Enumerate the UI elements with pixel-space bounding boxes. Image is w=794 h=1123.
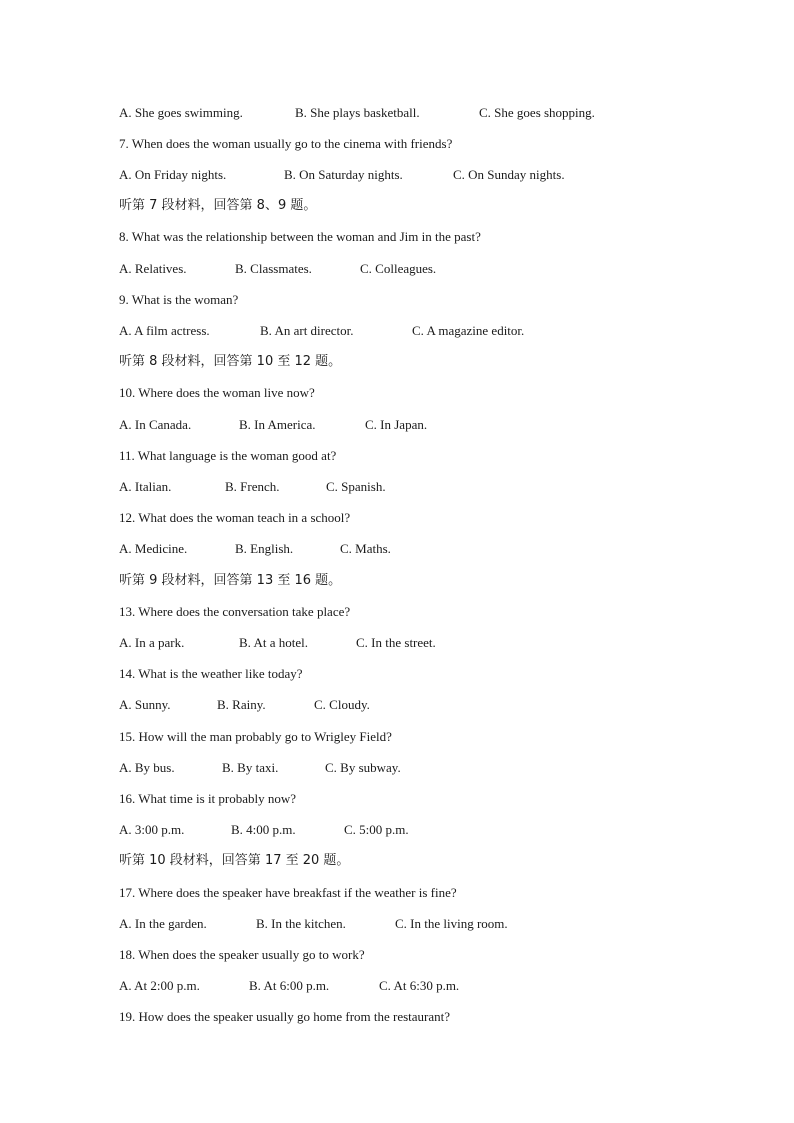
answer-option: C. On Sunday nights. (453, 167, 565, 182)
answer-option: C. She goes shopping. (479, 105, 595, 120)
answer-option: C. Cloudy. (314, 697, 370, 712)
answer-option: C. In the living room. (395, 916, 508, 931)
answer-option: C. By subway. (325, 760, 401, 775)
answer-option: A. In the garden. (119, 916, 207, 931)
answer-option: C. In Japan. (365, 417, 428, 432)
section-instruction: 听第 9 段材料，回答第 13 至 16 题。 (119, 573, 342, 588)
answer-option: B. She plays basketball. (295, 105, 420, 120)
answer-option: A. 3:00 p.m. (119, 822, 185, 837)
answer-option: A. By bus. (119, 760, 175, 775)
question-text: 15. How will the man probably go to Wrigley Field? (119, 729, 392, 744)
question-text: 9. What is the woman? (119, 292, 239, 307)
answer-option: A. At 2:00 p.m. (119, 978, 200, 993)
answer-option: A. Italian. (119, 479, 172, 494)
answer-option: A. In Canada. (119, 417, 192, 432)
answer-option: C. In the street. (356, 635, 436, 650)
answer-option: B. At a hotel. (239, 635, 308, 650)
answer-option: B. By taxi. (222, 760, 279, 775)
answer-option: B. In the kitchen. (256, 916, 346, 931)
question-text: 10. Where does the woman live now? (119, 385, 315, 400)
question-text: 8. What was the relationship between the woman and Jim in the past? (119, 229, 481, 244)
answer-option: A. Relatives. (119, 261, 187, 276)
answer-option: B. French. (225, 479, 280, 494)
question-text: 11. What language is the woman good at? (119, 448, 337, 463)
question-text: 18. When does the speaker usually go to work? (119, 947, 365, 962)
answer-option: B. English. (235, 541, 294, 556)
answer-option: B. An art director. (260, 323, 354, 338)
question-text: 12. What does the woman teach in a school? (119, 510, 351, 525)
answer-option: A. On Friday nights. (119, 167, 227, 182)
question-text: 16. What time is it probably now? (119, 791, 297, 806)
answer-option: A. A film actress. (119, 323, 210, 338)
answer-option: A. Medicine. (119, 541, 188, 556)
answer-option: C. Spanish. (326, 479, 386, 494)
answer-option: A. She goes swimming. (119, 105, 243, 120)
question-text: 14. What is the weather like today? (119, 666, 303, 681)
question-text: 17. Where does the speaker have breakfast if the weather is fine? (119, 885, 457, 900)
question-text: 19. How does the speaker usually go home from the restaurant? (119, 1009, 451, 1024)
answer-option: B. 4:00 p.m. (231, 822, 296, 837)
section-instruction: 听第 10 段材料，回答第 17 至 20 题。 (119, 853, 350, 868)
section-instruction: 听第 7 段材料，回答第 8、9 题。 (119, 198, 317, 213)
answer-option: B. At 6:00 p.m. (249, 978, 330, 993)
question-text: 13. Where does the conversation take place? (119, 604, 351, 619)
answer-option: A. In a park. (119, 635, 185, 650)
question-text: 7. When does the woman usually go to the cinema with friends? (119, 136, 453, 151)
answer-option: C. 5:00 p.m. (344, 822, 409, 837)
section-instruction: 听第 8 段材料，回答第 10 至 12 题。 (119, 354, 342, 369)
answer-option: C. Colleagues. (360, 261, 437, 276)
answer-option: B. On Saturday nights. (284, 167, 403, 182)
answer-option: C. A magazine editor. (412, 323, 525, 338)
answer-option: A. Sunny. (119, 697, 171, 712)
answer-option: B. In America. (239, 417, 316, 432)
answer-option: B. Rainy. (217, 697, 266, 712)
answer-option: C. At 6:30 p.m. (379, 978, 460, 993)
answer-option: C. Maths. (340, 541, 391, 556)
answer-option: B. Classmates. (235, 261, 312, 276)
